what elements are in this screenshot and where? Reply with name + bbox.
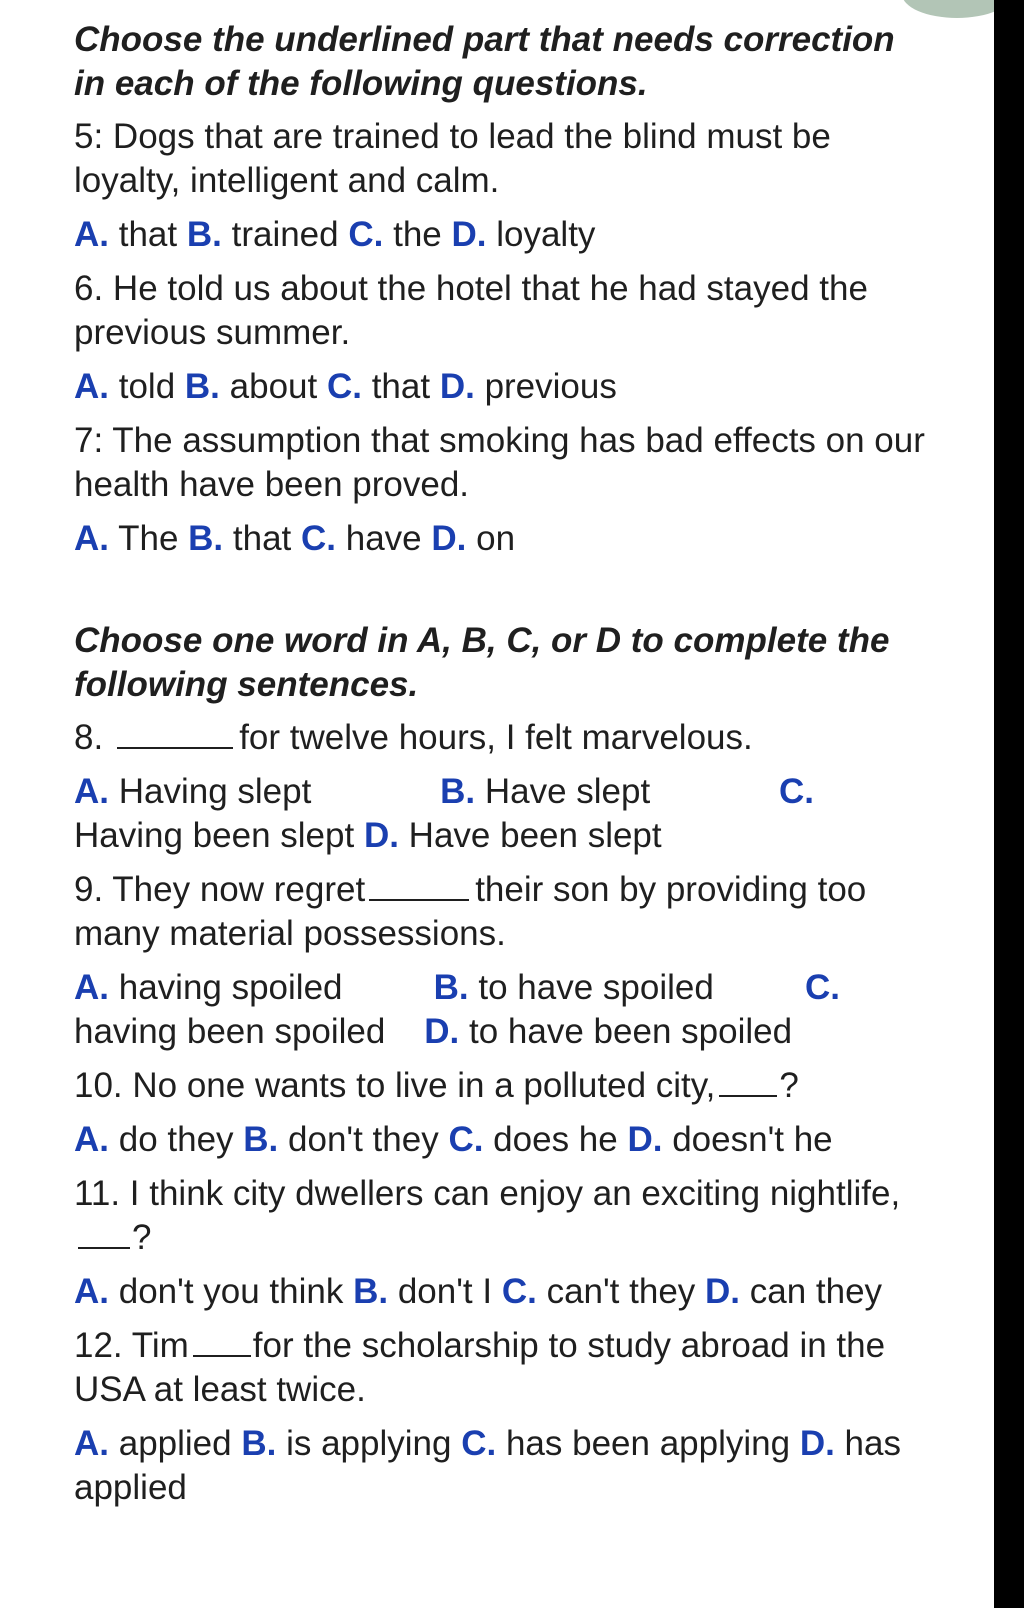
- question-12-text-before: 12. Tim: [74, 1326, 189, 1365]
- question-7: 7: The assumption that smoking has bad effects on our health have been proved.: [74, 421, 925, 504]
- question-11-text-after: ?: [132, 1218, 152, 1257]
- option-letter-a: A.: [74, 519, 109, 558]
- question-12-text-after: for the scholarship to study abroad in the USA at least twice.: [74, 1326, 886, 1409]
- option-letter-d: D.: [431, 519, 467, 558]
- option-text-b: to have spoiled: [478, 968, 714, 1007]
- option-text-c: Having been slept: [74, 816, 355, 855]
- question-8-options-row-2: [74, 814, 934, 858]
- question-12: [74, 1324, 934, 1412]
- option-letter-d: D.: [439, 367, 475, 406]
- option-letter-c: C.: [326, 367, 362, 406]
- option-text-c: has been applying: [505, 1424, 791, 1463]
- answer-blank: [117, 717, 233, 749]
- question-9-text-after: their son by providing too many material possessions.: [74, 870, 867, 953]
- option-text-a: The: [118, 519, 179, 558]
- question-5-options: [74, 213, 934, 257]
- option-text-b: don't I: [397, 1272, 493, 1311]
- question-11-text-before: 11. I think city dwellers can enjoy an exciting nightlife,: [74, 1174, 901, 1213]
- option-letter-d: D.: [363, 816, 399, 855]
- option-letter-a: A.: [74, 1272, 109, 1311]
- option-text-a: do they: [118, 1120, 234, 1159]
- option-letter-c: C.: [804, 968, 840, 1007]
- option-letter-a: A.: [74, 772, 109, 811]
- corner-decoration: [902, 0, 994, 18]
- option-a: [74, 966, 343, 1010]
- section-1-heading: Choose the underlined part that needs correction in each of the following questions.: [74, 20, 895, 103]
- question-8-text: for twelve hours, I felt marvelous.: [239, 718, 753, 757]
- option-text-a: told: [118, 367, 176, 406]
- option-letter-b: B.: [433, 968, 469, 1007]
- option-letter-a: A.: [74, 1120, 109, 1159]
- option-letter-a: A.: [74, 1424, 109, 1463]
- question-7-options: [74, 517, 934, 561]
- question-11: [74, 1172, 934, 1260]
- option-text-a: don't you think: [118, 1272, 344, 1311]
- option-letter-b: B.: [188, 519, 224, 558]
- option-letter-d: D.: [705, 1272, 741, 1311]
- option-text-c: having been spoiled: [74, 1012, 386, 1051]
- option-letter-c: C.: [501, 1272, 537, 1311]
- option-letter-b: B.: [186, 215, 222, 254]
- question-9-text-before: 9. They now regret: [74, 870, 366, 909]
- option-text-d: on: [476, 519, 516, 558]
- question-6: 6. He told us about the hotel that he had stayed the previous summer.: [74, 269, 868, 352]
- option-text-d: can they: [749, 1272, 883, 1311]
- option-letter-a: A.: [74, 367, 109, 406]
- section-2-heading: Choose one word in A, B, C, or D to complete the following sentences.: [74, 621, 890, 704]
- option-b: [434, 966, 714, 1010]
- option-text-c: have: [345, 519, 422, 558]
- option-letter-c: C.: [448, 1120, 484, 1159]
- option-text-c: that: [371, 367, 431, 406]
- option-text-a: applied: [118, 1424, 232, 1463]
- option-letter-b: B.: [184, 367, 220, 406]
- question-10-text-after: ?: [779, 1066, 799, 1105]
- question-8-number: 8.: [74, 718, 104, 757]
- option-text-b: is applying: [286, 1424, 452, 1463]
- option-letter-d: D.: [424, 1012, 460, 1051]
- option-text-a: having spoiled: [118, 968, 343, 1007]
- question-10-options: [74, 1118, 934, 1162]
- option-letter-c: C.: [778, 772, 814, 811]
- question-10: [74, 1064, 934, 1108]
- option-letter-c: C.: [348, 215, 384, 254]
- option-letter-d: D.: [799, 1424, 835, 1463]
- question-9: [74, 868, 934, 956]
- question-8-options-row: [74, 770, 814, 814]
- question-5: 5: Dogs that are trained to lead the blind must be loyalty, intelligent and calm.: [74, 117, 831, 200]
- question-9-options-row-2: [74, 1010, 934, 1054]
- answer-blank: [369, 869, 469, 901]
- option-text-d: has applied: [74, 1424, 901, 1507]
- option-text-c: the: [393, 215, 442, 254]
- option-letter-d: D.: [451, 215, 487, 254]
- option-text-b: Have slept: [484, 772, 651, 811]
- option-text-b: don't they: [288, 1120, 439, 1159]
- worksheet-content: [74, 18, 934, 1520]
- option-letter-b: B.: [243, 1120, 279, 1159]
- option-text-b: that: [232, 519, 292, 558]
- option-letter-c: C.: [301, 519, 336, 558]
- option-text-d: loyalty: [496, 215, 596, 254]
- option-text-d: previous: [484, 367, 617, 406]
- option-letter-b: B.: [241, 1424, 277, 1463]
- option-letter-b: B.: [353, 1272, 389, 1311]
- option-letter-b: B.: [440, 772, 476, 811]
- option-letter-a: A.: [74, 215, 109, 254]
- question-12-options: [74, 1422, 934, 1510]
- option-letter-c: C.: [461, 1424, 497, 1463]
- question-10-text-before: 10. No one wants to live in a polluted city,: [74, 1066, 716, 1105]
- option-text-c: can't they: [546, 1272, 696, 1311]
- question-11-options: [74, 1270, 934, 1314]
- question-9-options-row: [74, 966, 840, 1010]
- question-8-options: [74, 770, 934, 858]
- option-text-b: trained: [231, 215, 339, 254]
- option-letter-a: A.: [74, 968, 109, 1007]
- question-8: [74, 716, 934, 760]
- question-9-options: [74, 966, 934, 1054]
- option-letter-d: D.: [627, 1120, 663, 1159]
- option-a: [74, 770, 311, 814]
- option-text-b: about: [229, 367, 318, 406]
- answer-blank: [78, 1217, 130, 1249]
- answer-blank: [719, 1065, 777, 1097]
- answer-blank: [193, 1325, 251, 1357]
- option-text-d: to have been spoiled: [469, 1012, 793, 1051]
- option-text-c: does he: [493, 1120, 618, 1159]
- option-text-a: Having slept: [118, 772, 312, 811]
- option-b: [440, 770, 650, 814]
- option-text-a: that: [118, 215, 178, 254]
- option-text-d: Have been slept: [408, 816, 662, 855]
- option-text-d: doesn't he: [672, 1120, 833, 1159]
- question-6-options: [74, 365, 934, 409]
